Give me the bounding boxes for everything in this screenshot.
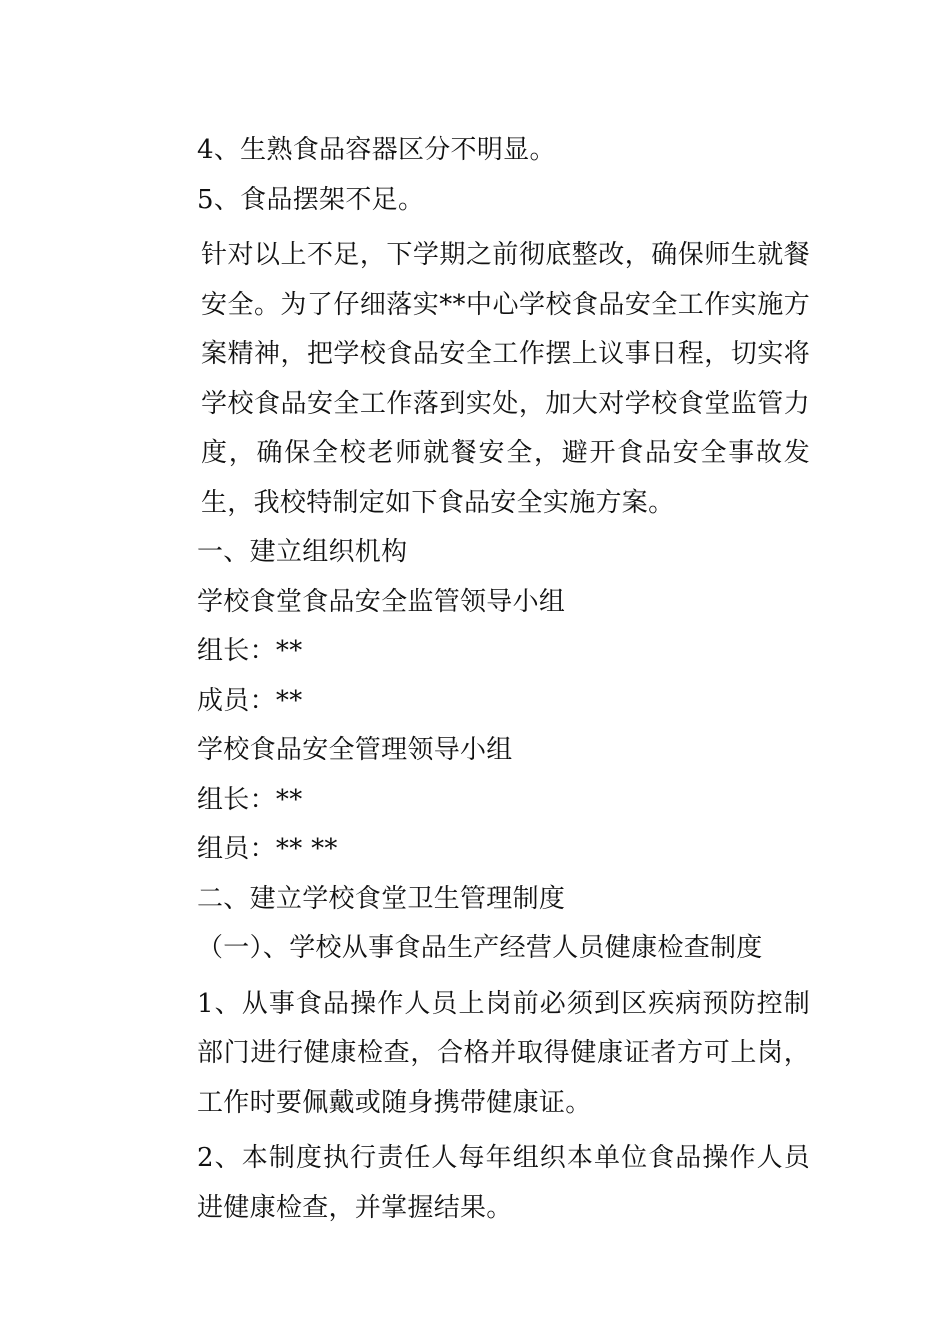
list-item-4: 4、生熟食品容器区分不明显。 (197, 135, 556, 165)
group-members-management: 组员：** ** (197, 834, 338, 864)
section-heading-1: 一、建立组织机构 (197, 537, 408, 567)
group-members-supervision: 成员：** (197, 685, 303, 716)
list-item-5: 5、食品摆架不足。 (197, 184, 425, 215)
group-leader-management: 组长：** (197, 784, 303, 815)
rule-paragraph-2: 2、本制度执行责任人每年组织本单位食品操作人员进健康检查，并掌握结果。 (197, 1143, 810, 1223)
document-body (145, 126, 810, 1233)
subsection-heading-1: （一）、学校从事食品生产经营人员健康检查制度 (197, 933, 763, 963)
body-paragraph-rectification: 针对以上不足，下学期之前彻底整改，确保师生就餐安全。为了仔细落实**中心学校食品安全工作实施方案精神，把学校食品安全工作摆上议事日程，切实将学校食品安全工作落到实处，加大对学校食堂监管力度，确保全校老师就餐安全，避开食品安全事故发生，我校特制定如下食品安全实施方案。 (201, 240, 810, 518)
section-heading-2: 二、建立学校食堂卫生管理制度 (197, 883, 566, 914)
group-title-supervision: 学校食堂食品安全监管领导小组 (197, 586, 566, 617)
rule-paragraph-1: 1、从事食品操作人员上岗前必须到区疾病预防控制部门进行健康检查，合格并取得健康证者方可上岗，工作时要佩戴或随身携带健康证。 (197, 988, 810, 1118)
group-title-management: 学校食品安全管理领导小组 (197, 735, 513, 765)
group-leader-supervision: 组长：** (197, 636, 303, 666)
